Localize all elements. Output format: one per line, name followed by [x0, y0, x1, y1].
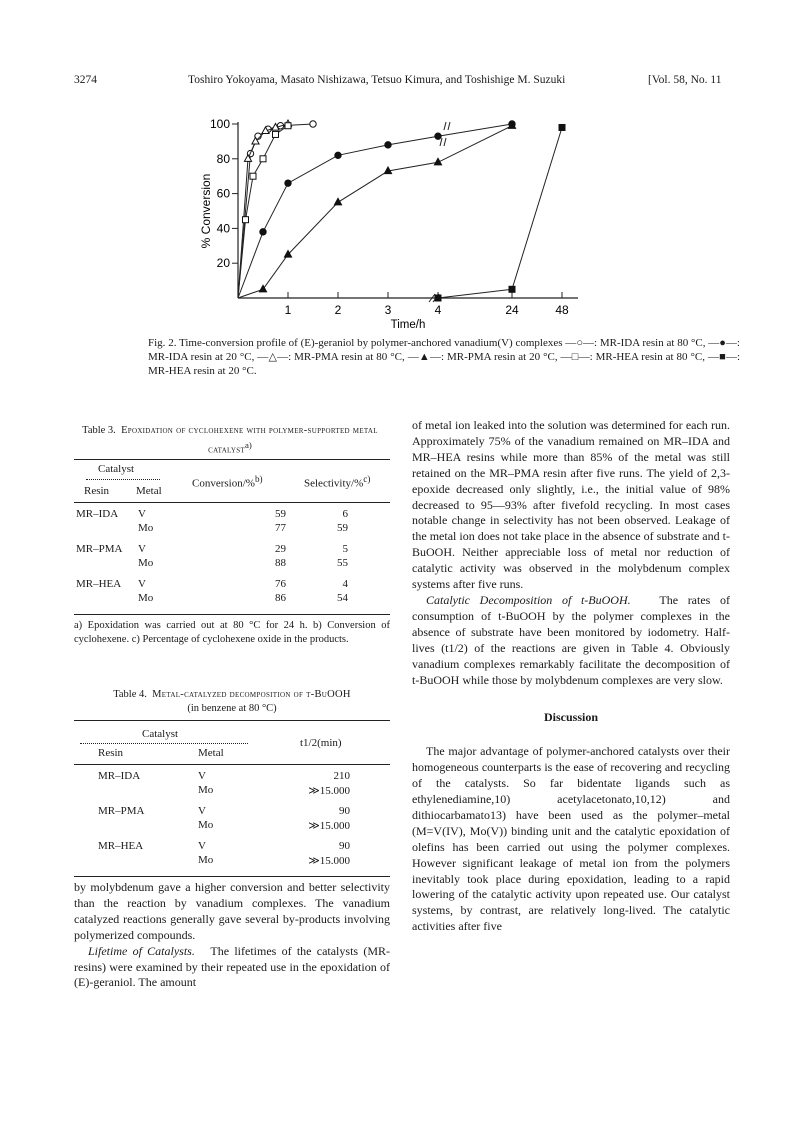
- x-tick-label: 4: [434, 303, 442, 317]
- x-tick-label: 1: [284, 303, 292, 317]
- table4-cell-value: ≫15.000: [308, 785, 350, 798]
- table4-cell-value: ≫15.000: [308, 854, 350, 867]
- t4-head-resin: Resin: [98, 747, 124, 759]
- table4-cell-resin: MR–HEA: [98, 839, 144, 852]
- table-row: [98, 770, 350, 784]
- left-paragraph-2: [74, 944, 390, 992]
- x-tick-label: 3: [384, 303, 392, 317]
- t3-head-catalyst: Catalyst: [98, 463, 135, 475]
- table-row: [76, 543, 348, 557]
- table3-cell-metal: Mo: [138, 522, 154, 535]
- table3-footnote: a) Epoxidation was carried out at 80 °C for 24 h. b) Conversion of cyclohexene. c) Percentage of cyclohexene oxide in the products.: [74, 620, 390, 646]
- table4-cell-metal: Mo: [198, 819, 214, 832]
- series-line-filled-circle: [238, 124, 512, 298]
- point-open-square: [243, 217, 249, 223]
- discussion-paragraph: The major advantage of polymer-anchored catalysts over their homogeneous counterparts is the ease of recovering and recycling of the catalysts. So far bidentate ligands such as ethylenediamine,10) acetylacetonato,10,12) and dithiocarbamato13) have been used as the polymer–metal (M=V(IV), Mo(V)) binding unit and the catalytic epoxidation of olefins has been carried out using the polymer complexes. However significant leakage of metal ion from the polymers inevitably took place during epoxidation, leading to a rapid lowering of the catalytic activity upon repeated use. Our catalyst systems, by contrast, are relatively long-lived. The catalytic activities after five: [412, 744, 730, 934]
- table3-cell-metal: Mo: [138, 591, 154, 604]
- running-authors: Toshiro Yokoyama, Masato Nishizawa, Tetsuo Kimura, and Toshishige M. Suzuki: [188, 74, 566, 86]
- t3-head-metal: Metal: [136, 485, 162, 497]
- table3-caption: [74, 424, 386, 458]
- table3-cell-selectivity: 5: [342, 542, 348, 555]
- table3-cell-conversion: 88: [275, 557, 286, 570]
- table4-cell-value: 90: [339, 804, 350, 817]
- point-filled-triangle: [334, 198, 341, 205]
- table3-cell-conversion: 77: [275, 522, 286, 535]
- decomposition-text: The rates of consumption of t-BuOOH by the polymer complexes in the absence of substrate have been monitored by iodometry. Half-lives (t1/2) of the reactions are given in Table 4. Obviously vanadium complexes remarkably facilitate the decomposition of t-BuOOH while those by molybdenum complexes are very slow.: [412, 592, 730, 687]
- point-filled-square: [435, 295, 441, 301]
- table4-cell-value: 90: [339, 839, 350, 852]
- table4-cell-metal: V: [198, 839, 206, 852]
- table4-subcaption: (in benzene at 80 °C): [187, 703, 277, 714]
- table4-cell-metal: Mo: [198, 784, 214, 797]
- table3-cell-metal: V: [138, 508, 146, 520]
- table3-cell-resin: MR–PMA: [76, 542, 123, 555]
- table3: [76, 508, 348, 606]
- t3-head-resin: Resin: [84, 485, 110, 497]
- point-open-square: [250, 173, 256, 179]
- table3-cell-conversion: 29: [275, 542, 286, 555]
- table3-cell-metal: Mo: [138, 557, 154, 570]
- table-row: [98, 840, 350, 854]
- table4-cell-resin: [98, 854, 198, 868]
- table-row: [98, 854, 350, 868]
- table4-caption: [74, 688, 390, 716]
- point-filled-circle: [285, 180, 291, 186]
- t4-head-halflife: t1/2(min): [300, 737, 342, 749]
- table4-cell-resin: [98, 784, 198, 804]
- left-column-text: [74, 880, 390, 991]
- table-row: [98, 819, 350, 839]
- point-filled-circle: [435, 133, 441, 139]
- x-tick-label: 2: [334, 303, 342, 317]
- table4-cell-metal: V: [198, 770, 206, 782]
- table3-title: Epoxidation of cyclohexene with polymer-supported metal catalyst: [121, 425, 378, 456]
- table3-cell-resin: MR–IDA: [76, 508, 119, 520]
- point-filled-circle: [260, 229, 266, 235]
- series-line-filled-triangle: [238, 126, 512, 298]
- table3-cell-selectivity: 59: [337, 522, 348, 535]
- table3-cell-conversion: 76: [275, 577, 286, 590]
- table-row: [76, 592, 348, 606]
- discussion-heading: Discussion: [543, 710, 599, 725]
- table-row: [76, 578, 348, 592]
- table3-mark: a): [245, 440, 252, 450]
- y-tick-label: 100: [209, 117, 230, 131]
- table3-cell-resin: [76, 592, 138, 606]
- x-tick-label: 24: [505, 303, 519, 317]
- curve-break-mark: [444, 122, 450, 130]
- table4-cell-resin: MR–PMA: [98, 804, 145, 817]
- point-filled-circle: [385, 142, 391, 148]
- point-filled-square: [559, 124, 565, 130]
- t4-head-catalyst: Catalyst: [142, 728, 179, 740]
- series-line-filled-square: [238, 128, 562, 299]
- right-paragraph-1: of metal ion leaked into the solution was determined for each run. Approximately 75% of the vanadium remained on MR–IDA and MR–HEA resins while more than 85% of the metal was still retained on the MR–PMA resin after five runs. The yield of 2,3-epoxide decreased only slightly, i.e., the initial value of 98% decreased to 95—93% after fivefold recycling. In most cases notable change in selectivity has not been observed. Leakage of the metal ion does not take place in the absence of substrate and t-BuOOH. Neither appreciable loss of metal nor reduction of catalytic activity was observed in the molybdenum complex systems after five runs.: [412, 418, 730, 592]
- left-paragraph-1: by molybdenum gave a higher conversion and better selectivity than the reaction by vanadium complexes. The vanadium catalyzed reactions generally gave several by-products involving polymerized compounds.: [74, 880, 390, 942]
- table3-cell-resin: MR–HEA: [76, 577, 122, 590]
- x-axis-label: Time/h: [390, 319, 426, 331]
- page-number: 3274: [74, 74, 97, 86]
- point-open-square: [273, 131, 279, 137]
- table3-cell-selectivity: 54: [337, 591, 348, 604]
- right-column-text: [412, 418, 730, 935]
- point-open-square: [260, 156, 266, 162]
- point-open-square: [285, 123, 291, 129]
- t3-head-conversion: [192, 474, 263, 490]
- point-filled-square: [509, 286, 515, 292]
- table3-cell-conversion: 86: [275, 591, 286, 604]
- table4-cell-metal: Mo: [198, 853, 214, 866]
- t4-head-metal: Metal: [198, 747, 224, 759]
- x-tick-label: 48: [555, 303, 569, 317]
- t3-sel-mark: c): [363, 474, 371, 484]
- table3-label: Table 3.: [82, 425, 116, 436]
- table4-cell-resin: MR–IDA: [98, 770, 141, 782]
- right-paragraph-2: [412, 593, 730, 688]
- table3-cell-conversion: 59: [275, 508, 286, 520]
- table4-cell-value: 210: [333, 770, 350, 782]
- table-row: [76, 508, 348, 522]
- y-tick-label: 40: [216, 221, 230, 236]
- point-open-circle: [310, 121, 316, 127]
- point-filled-circle: [335, 152, 341, 158]
- table3-cell-selectivity: 55: [337, 557, 348, 570]
- table4-label: Table 4.: [113, 689, 147, 700]
- y-tick-label: 20: [216, 256, 230, 271]
- running-volume: [Vol. 58, No. 11: [648, 74, 722, 86]
- conversion-chart: [196, 112, 596, 332]
- table3-cell-metal: V: [138, 542, 146, 555]
- table3-cell-metal: V: [138, 577, 146, 590]
- table-row: [98, 784, 350, 804]
- table4-cell-value: ≫15.000: [308, 820, 350, 833]
- table4-cell-metal: V: [198, 804, 206, 817]
- lifetime-text: The lifetimes of the catalysts (MR-resins) were examined by their repeated use in the epoxidation of (E)-geraniol. The amount: [74, 943, 390, 990]
- table3-cell-resin: [76, 522, 138, 542]
- table4: [98, 770, 350, 868]
- table4-title: Metal-catalyzed decomposition of t-BuOOH: [152, 689, 351, 700]
- t3-head-selectivity: [304, 474, 370, 490]
- y-axis-label: % Conversion: [199, 173, 213, 249]
- decomposition-heading: Catalytic Decomposition of t-BuOOH.: [426, 592, 631, 607]
- table3-cell-selectivity: 6: [342, 508, 348, 520]
- t3-conv-label: Conversion/%: [192, 477, 255, 490]
- y-tick-label: 80: [216, 151, 230, 166]
- table3-cell-resin: [76, 557, 138, 577]
- t3-conv-mark: b): [254, 474, 263, 484]
- t3-sel-label: Selectivity/%: [304, 477, 364, 490]
- table-row: [76, 557, 348, 577]
- table-row: [98, 805, 350, 819]
- table3-cell-selectivity: 4: [342, 577, 348, 590]
- lifetime-heading: Lifetime of Catalysts.: [88, 943, 195, 958]
- curve-break-mark: [440, 138, 446, 146]
- y-tick-label: 60: [216, 186, 230, 201]
- table-row: [76, 522, 348, 542]
- table4-cell-resin: [98, 819, 198, 839]
- figure-caption: Fig. 2. Time-conversion profile of (E)-geraniol by polymer-anchored vanadium(V) complexes —○—: MR-IDA resin at 80 °C, —●—: MR-IDA resin at 20 °C, —△—: MR-PMA resin at 80 °C, —▲—: MR-PMA resin at 20 °C, —□—: MR-HEA resin at 80 °C, —■—: MR-HEA resin at 20 °C.: [148, 337, 740, 378]
